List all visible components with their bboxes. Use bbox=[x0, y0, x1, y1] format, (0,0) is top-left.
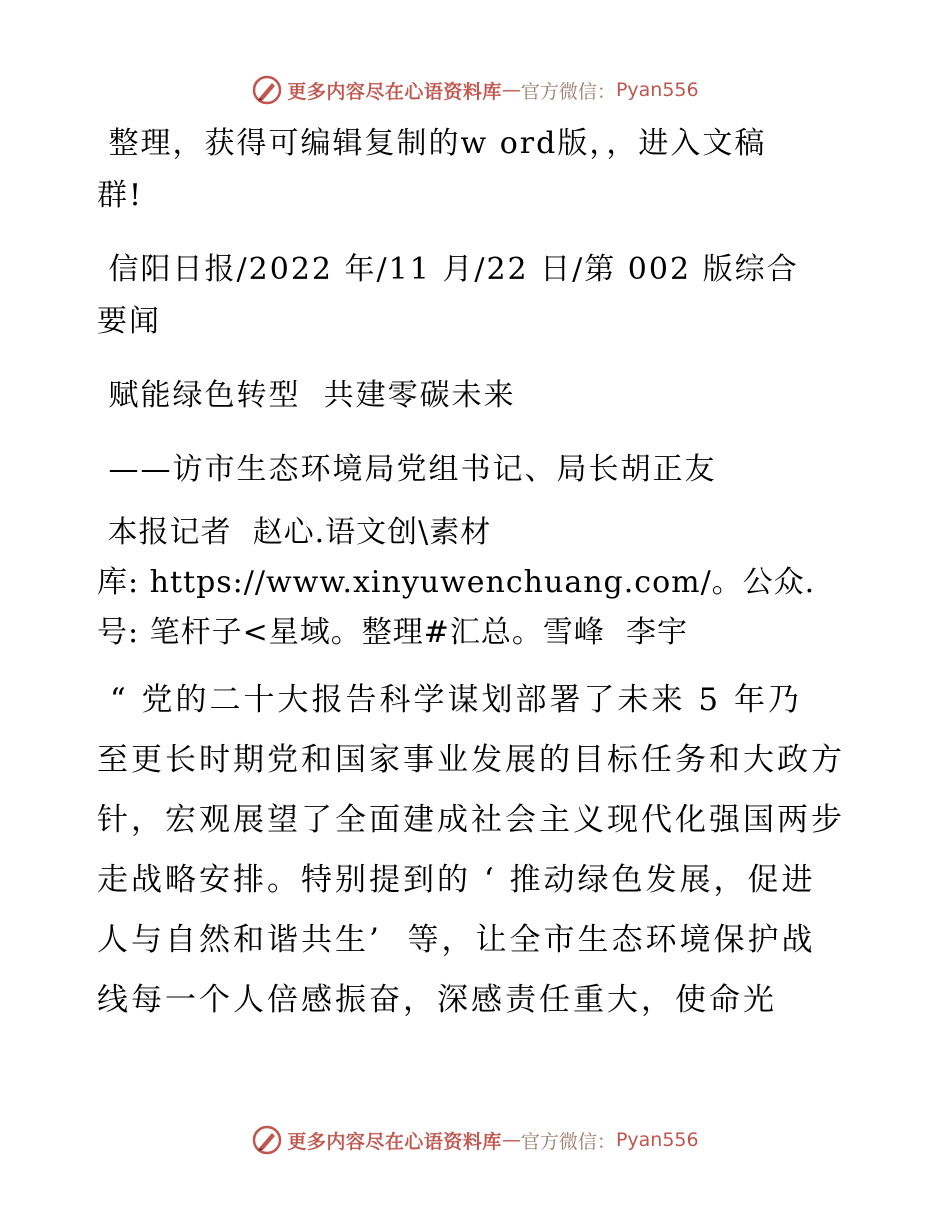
watermark-wechat-label: 官方微信： bbox=[520, 1130, 616, 1153]
watermark-wechat-id: Pyan556 bbox=[615, 79, 699, 101]
article-title: 赋能绿色转型 共建零碳未来 bbox=[97, 378, 516, 413]
byline-line: 本报记者 赵心.语文创\素材 bbox=[97, 515, 492, 550]
pen-logo-icon bbox=[251, 74, 283, 106]
source-line: 要闻 bbox=[97, 304, 161, 339]
byline-line: 号: 笔杆子<星域。整理#汇总。雪峰 李宇 bbox=[97, 615, 688, 650]
watermark-text: 更多内容尽在心语资料库 bbox=[287, 80, 502, 103]
source-line: 信阳日报/2022 年/11 月/22 日/第 002 版综合 bbox=[97, 252, 799, 287]
byline-line: 库: https://www.xinyuwenchuang.com/。公众. bbox=[97, 565, 816, 600]
watermark-dash: — bbox=[501, 1129, 521, 1151]
body-line: 针，宏观展望了全面建成社会主义现代化强国两步 bbox=[97, 802, 845, 838]
document-body bbox=[97, 118, 857, 1030]
watermark-wechat-id: Pyan556 bbox=[615, 1129, 699, 1151]
watermark-dash: — bbox=[501, 79, 521, 101]
header-watermark bbox=[0, 72, 950, 108]
body-line: 走战略安排。特别提到的 ‘ 推动绿色发展，促进 bbox=[97, 862, 816, 898]
body-line: 至更长时期党和国家事业发展的目标任务和大政方 bbox=[97, 742, 845, 778]
footer-watermark bbox=[0, 1122, 950, 1158]
intro-line: 群! bbox=[97, 178, 144, 213]
intro-line: 整理，获得可编辑复制的w ord版，，进入文稿 bbox=[97, 126, 767, 161]
pen-logo-icon bbox=[251, 1124, 283, 1156]
body-line: 人与自然和谐共生’ 等，让全市生态环境保护战 bbox=[97, 922, 816, 958]
watermark-wechat-label: 官方微信： bbox=[520, 80, 616, 103]
body-line: “ 党的二十大报告科学谋划部署了未来 5 年乃 bbox=[97, 682, 802, 718]
watermark-text: 更多内容尽在心语资料库 bbox=[287, 1130, 502, 1153]
body-line: 线每一个人倍感振奋，深感责任重大，使命光 bbox=[97, 982, 777, 1018]
article-subtitle: ——访市生态环境局党组书记、局长胡正友 bbox=[97, 452, 717, 487]
